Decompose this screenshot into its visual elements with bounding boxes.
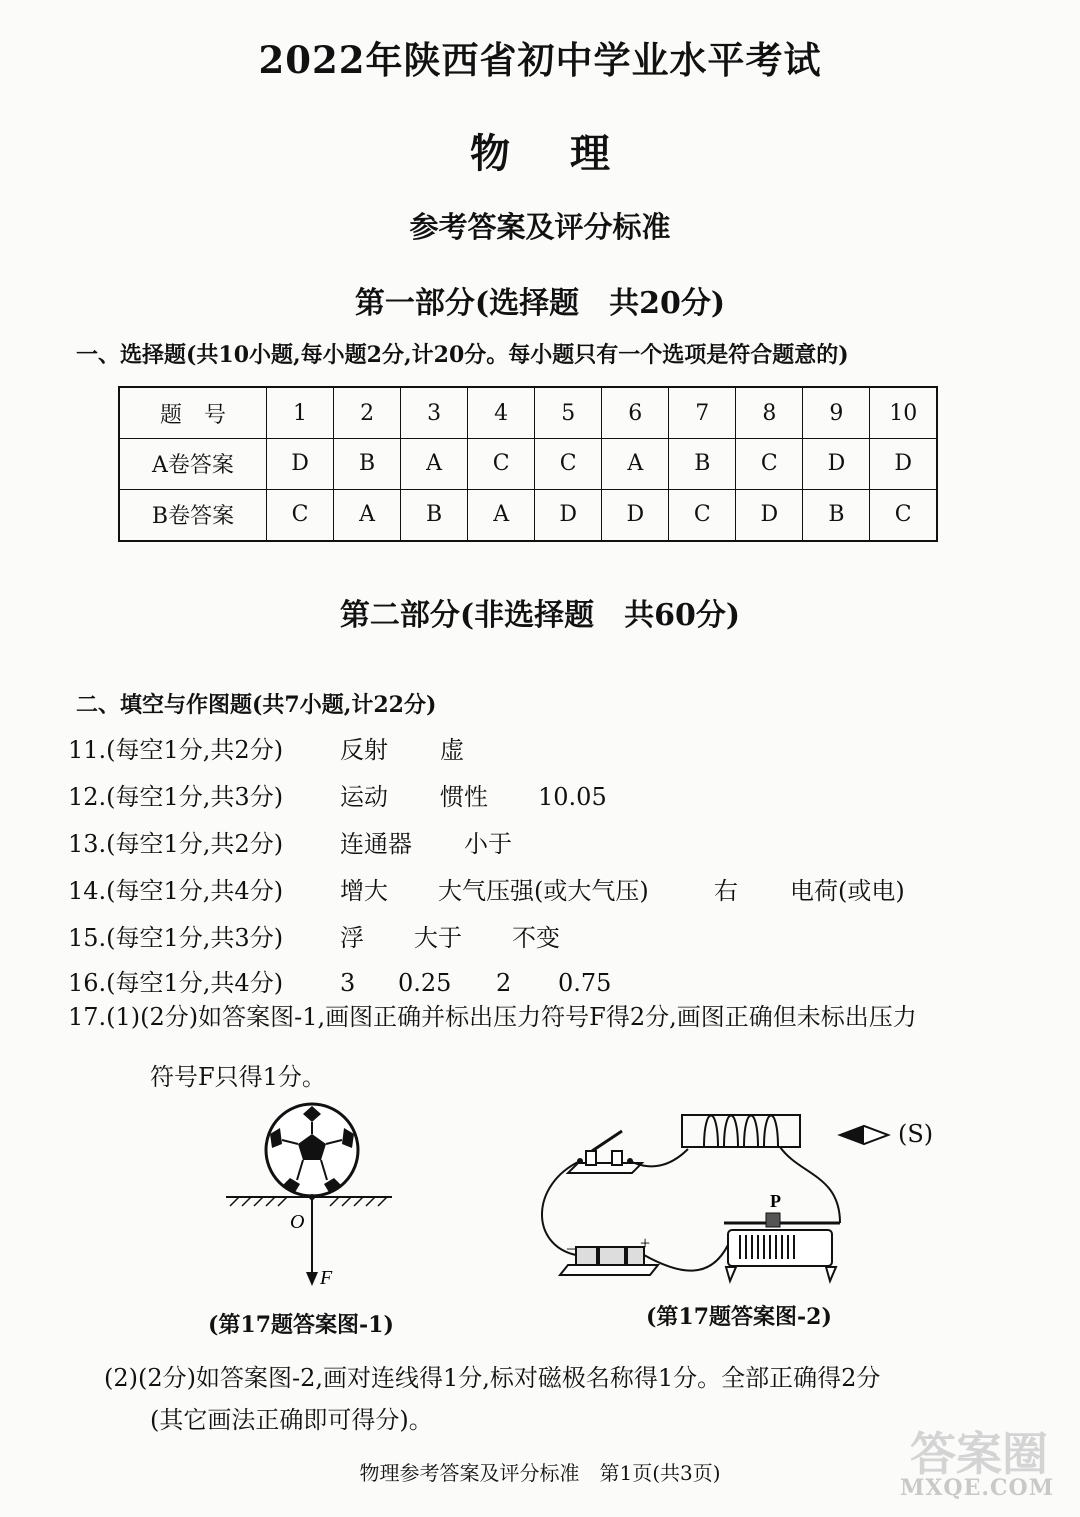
answer-key-subtitle: 参考答案及评分标准 xyxy=(409,210,671,244)
figure-17-1-caption: (第17题答案图-1) xyxy=(208,1312,394,1338)
answer-item: 3 xyxy=(340,969,356,997)
answer-prefix: 14.(每空1分,共4分) xyxy=(68,877,284,905)
answer-prefix: 13.(每空1分,共2分) xyxy=(68,830,284,858)
table-row-a xyxy=(119,439,937,490)
answer-prefix: 15.(每空1分,共3分) xyxy=(68,924,284,952)
part2-title: 第二部分(非选择题 共60分) xyxy=(339,598,741,633)
answer-cell: A xyxy=(468,489,535,541)
pole-label: (S) xyxy=(898,1120,934,1148)
answer-item: 运动 xyxy=(340,783,388,811)
q17-part2-continuation: (其它画法正确即可得分)。 xyxy=(150,1406,433,1434)
force-arrow xyxy=(306,1194,318,1286)
answer-item: 大于 xyxy=(414,924,462,952)
part1-title: 第一部分(选择题 共20分) xyxy=(354,286,726,321)
answer-cell: C xyxy=(870,489,937,541)
answer-item: 大气压强(或大气压) xyxy=(438,877,649,905)
question-number: 10 xyxy=(870,387,937,439)
table-header-row xyxy=(119,387,937,439)
watermark-site: MXQE.COM xyxy=(900,1475,1055,1501)
question-number: 8 xyxy=(736,387,803,439)
answer-item: 2 xyxy=(496,969,512,997)
answer-cell: C xyxy=(736,439,803,490)
answer-cell: A xyxy=(401,439,468,490)
ground-hatch xyxy=(226,1197,392,1206)
answer-cell: D xyxy=(267,439,334,490)
answer-cell: D xyxy=(803,439,870,490)
answer-table xyxy=(118,386,938,542)
page-footer: 物理参考答案及评分标准 第1页(共3页) xyxy=(359,1461,721,1485)
answer-cell: C xyxy=(468,439,535,490)
football-icon xyxy=(266,1104,358,1196)
row-label-a: A卷答案 xyxy=(119,439,267,490)
battery-minus-label: − xyxy=(566,1239,577,1259)
answer-cell: B xyxy=(334,439,401,490)
figure-17-2-caption: (第17题答案图-2) xyxy=(646,1304,832,1330)
answer-cell: C xyxy=(267,489,334,541)
answer-cell: D xyxy=(870,439,937,490)
answer-cell: D xyxy=(736,489,803,541)
answer-cell: B xyxy=(803,489,870,541)
answer-cell: D xyxy=(602,489,669,541)
question-number: 4 xyxy=(468,387,535,439)
question-number: 1 xyxy=(267,387,334,439)
exam-title: 2022年陕西省初中学业水平考试 xyxy=(258,38,822,82)
figure-17-2 xyxy=(540,1105,870,1295)
answer-item: 0.75 xyxy=(558,969,612,997)
answer-item: 10.05 xyxy=(538,783,607,811)
answer-cell: B xyxy=(401,489,468,541)
section1-heading: 一、选择题(共10小题,每小题2分,计20分。每小题只有一个选项是符合题意的) xyxy=(76,342,849,368)
question-number: 2 xyxy=(334,387,401,439)
answer-cell: C xyxy=(535,439,602,490)
switch-icon xyxy=(568,1131,642,1173)
force-f-label: F xyxy=(320,1267,333,1289)
answer-item: 增大 xyxy=(340,877,388,905)
question-number: 9 xyxy=(803,387,870,439)
q17-part2-text: (2)(2分)如答案图-2,画对连线得1分,标对磁极名称得1分。全部正确得2分 xyxy=(104,1364,881,1392)
answer-item: 0.25 xyxy=(398,969,452,997)
answer-item: 反射 xyxy=(340,736,388,764)
answer-item: 虚 xyxy=(440,736,464,764)
answer-prefix: 16.(每空1分,共4分) xyxy=(68,969,284,997)
answer-cell: A xyxy=(334,489,401,541)
subject-title: 物理 xyxy=(470,130,670,177)
answer-item: 电荷(或电) xyxy=(790,877,905,905)
q17-part1-continuation: 符号F只得1分。 xyxy=(150,1063,326,1091)
battery-plus-label: + xyxy=(640,1233,651,1253)
table-header-label: 题 号 xyxy=(119,387,267,439)
row-label-b: B卷答案 xyxy=(119,489,267,541)
answer-prefix: 11.(每空1分,共2分) xyxy=(68,736,284,764)
answer-cell: B xyxy=(669,439,736,490)
answer-cell: A xyxy=(602,439,669,490)
answer-item: 右 xyxy=(714,877,738,905)
question-number: 7 xyxy=(669,387,736,439)
answer-item: 不变 xyxy=(512,924,560,952)
table-row-b xyxy=(119,489,937,541)
answer-prefix: 12.(每空1分,共3分) xyxy=(68,783,284,811)
figure-17-1 xyxy=(220,1100,420,1300)
rheostat-icon xyxy=(724,1213,840,1281)
solenoid-icon xyxy=(682,1115,800,1147)
q17-part1-text: 17.(1)(2分)如答案图-1,画图正确并标出压力符号F得2分,画图正确但未标出压力 xyxy=(68,1003,917,1031)
answer-item: 浮 xyxy=(340,924,364,952)
watermark-logo: 答案圈 xyxy=(910,1427,1048,1481)
answer-cell: C xyxy=(669,489,736,541)
compass-needle-icon xyxy=(838,1124,892,1146)
point-o-label: O xyxy=(290,1211,305,1233)
section2-heading: 二、填空与作图题(共7小题,计22分) xyxy=(76,692,437,718)
answer-item: 小于 xyxy=(464,830,512,858)
answer-item: 惯性 xyxy=(440,783,488,811)
slider-p-label: P xyxy=(770,1191,781,1211)
question-number: 5 xyxy=(535,387,602,439)
question-number: 3 xyxy=(401,387,468,439)
answer-cell: D xyxy=(535,489,602,541)
answer-item: 连通器 xyxy=(340,830,412,858)
question-number: 6 xyxy=(602,387,669,439)
